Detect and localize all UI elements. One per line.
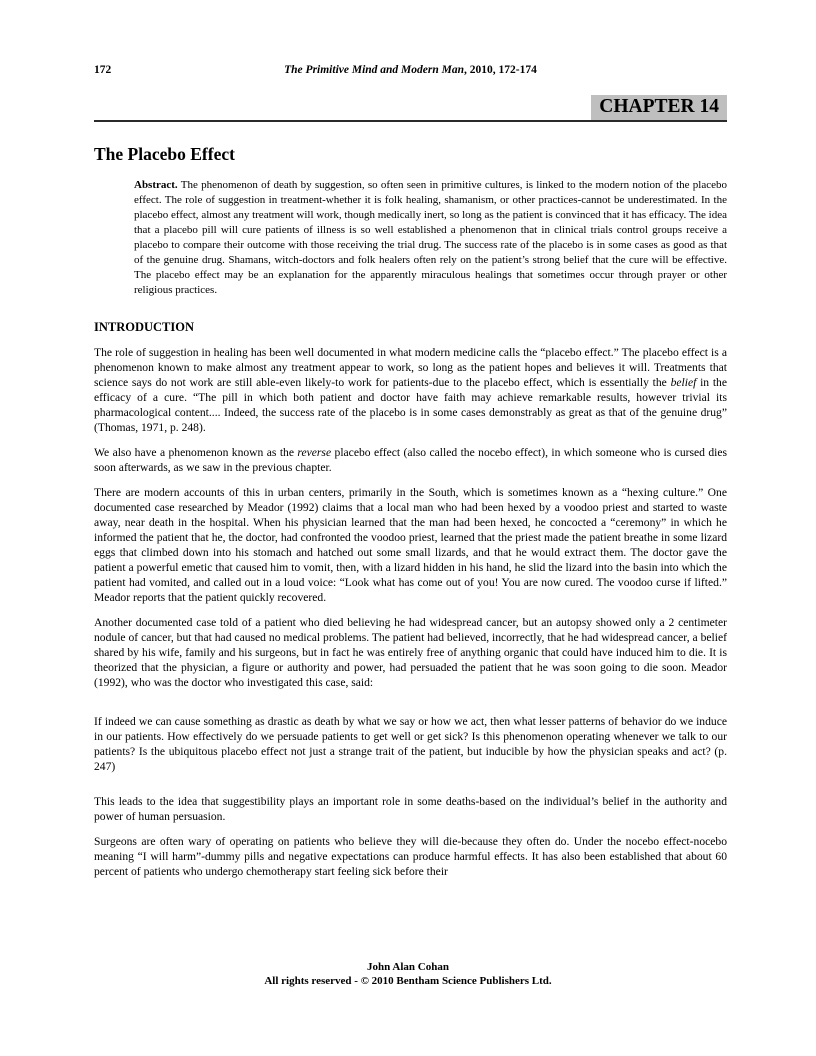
abstract-label: Abstract. xyxy=(134,179,178,191)
page-footer xyxy=(0,961,816,988)
chapter-title: The Placebo Effect xyxy=(94,144,235,164)
paragraph-1-post: in the efficacy of a cure. “The pill in which both patient and doctor have faith may achieve remarkable results, however trivial its pharmacological content.... Indeed, the success rate of the placebo is in some cases demonstrably as great as that of the genuine drug” (Thomas, 1971, p. 248). xyxy=(94,376,727,434)
paragraph-2-pre: We also have a phenomenon known as the xyxy=(94,446,298,459)
page-number: 172 xyxy=(94,64,112,76)
running-title-info: , 2010, 172-174 xyxy=(464,64,537,76)
paragraph-2-post: placebo effect (also called the nocebo effect), in which someone who is cursed dies soon afterwards, as we saw in the previous chapter. xyxy=(94,446,728,474)
emphasis-reverse: reverse xyxy=(297,446,332,459)
paragraph-6: This leads to the idea that suggestibility plays an important role in some deaths-based on the individual’s belief in the authority and power of human persuasion. xyxy=(94,795,727,823)
abstract xyxy=(134,178,727,298)
paragraph-5-quote: If indeed we can cause something as drastic as death by what we say or how we act, then what lesser patterns of behavior do we induce in our patients. How effectively do we persuade patients to get well or get sick? Is this phenomenon operating whenever we talk to our patients? Is the ubiquitous placebo effect not just a strange trait of the patient, but inducible by how the physician speaks and act? (p. 247) xyxy=(94,715,727,773)
chapter-badge: CHAPTER 14 xyxy=(591,95,727,120)
paragraph-1-pre: The role of suggestion in healing has been well documented in what modern medicine calls the “placebo effect.” The placebo effect is a phenomenon known to make almost any treatment appear to work, so long as the patient hopes and believes it will. Treatments that science says do not work are still able-even likely-to work for patients-due to the placebo effect, which is essentially the xyxy=(94,346,727,389)
paragraph-2 xyxy=(94,445,727,475)
footer-rights: All rights reserved - © 2010 Bentham Science Publishers Ltd. xyxy=(264,974,552,987)
emphasis-belief: belief xyxy=(670,376,697,389)
section-heading-introduction: INTRODUCTION xyxy=(94,320,195,334)
paragraph-7: Surgeons are often wary of operating on patients who believe they will die-because they often do. Under the nocebo effect-nocebo meaning “I will harm”-dummy pills and negative expectations can produce harmful effects. It has also been established that about 60 percent of patients who undergo chemotherapy start feeling sick before their xyxy=(94,835,727,878)
paragraph-3: There are modern accounts of this in urban centers, primarily in the South, which is sometimes known as a “hexing culture.” One documented case researched by Meador (1992) claims that a local man who had been hexed by a voodoo priest and started to waste away, near death in the hospital. When his physician learned that the man had been hexed, he concocted a “ceremony” in which he informed the patient that he, the doctor, had confronted the voodoo priest, learned that the priest made the patient breathe in some lizard eggs that climbed down into his stomach and hatched out some small lizards, and that he would extract them. The doctor gave the patient a powerful emetic that caused him to vomit, then, with a lizard hidden in his hand, he slid the lizard into the basin into which the patient had vomited, and called out in a loud voice: “Look what has come out of you! You are now cured. The voodoo curse if lifted.” Meador reports that the patient quickly recovered. xyxy=(94,486,727,604)
body-text xyxy=(94,345,727,879)
abstract-text: The phenomenon of death by suggestion, so often seen in primitive cultures, is linked to the modern notion of the placebo effect. The role of suggestion in treatment-whether it is folk healing, shamanism, or other practices-cannot be underestimated. In the placebo effect, almost any treatment will work, though medically inert, so long as the patient is convinced that it has efficacy. The idea that a placebo pill will cure patients of illness is so well established a phenomenon that in clinical trials control groups receive a placebo to compare their outcome with those receiving the trial drug. The success rate of the placebo is in some cases as good as that of the genuine drug. Shamans, witch-doctors and folk healers often rely on the patient’s strong belief that the cure will be effective. The placebo effect may be an explanation for the apparently miraculous healings that sometimes occur through prayer or other religious practices. xyxy=(134,179,727,296)
chapter-rule xyxy=(94,95,727,122)
page-header xyxy=(94,64,727,79)
footer-author: John Alan Cohan xyxy=(367,961,449,973)
running-title-book: The Primitive Mind and Modern Man xyxy=(284,64,465,76)
paragraph-4: Another documented case told of a patient who died believing he had widespread cancer, but an autopsy showed only a 2 centimeter nodule of cancer, but that had caused no medical problems. The patient had believed, incorrectly, that he had widespread cancer, a belief shared by his wife, family and his surgeons, but in fact he was entirely free of anything organic that could have induced him to die. It is theorized that the physician, a figure or authority and power, had persuaded the patient that he was soon going to die soon. Meador (1992), who was the doctor who investigated this case, said: xyxy=(94,616,727,689)
running-title xyxy=(94,64,727,76)
paragraph-1 xyxy=(94,345,727,435)
